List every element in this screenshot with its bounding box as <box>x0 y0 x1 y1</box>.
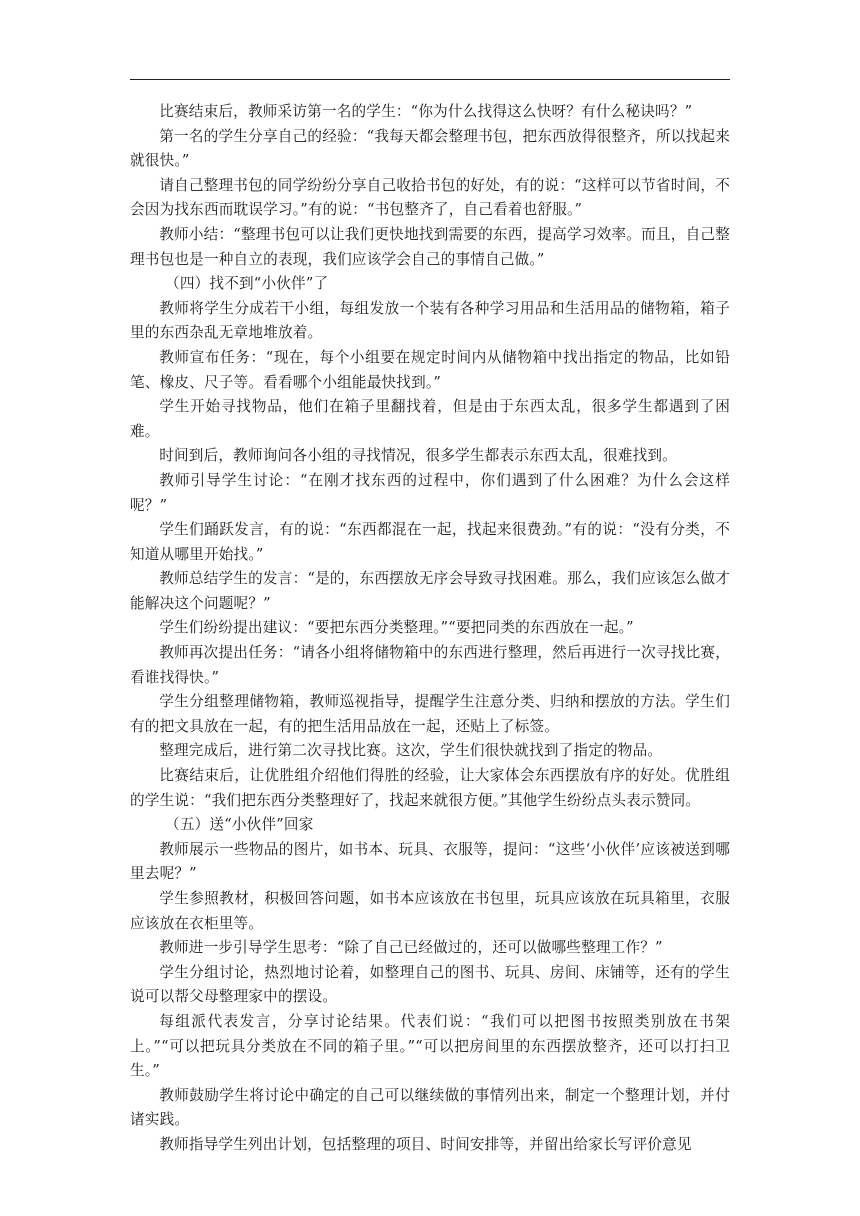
section-heading: （五）送“小伙伴”回家 <box>165 816 314 834</box>
paragraph: 学生们踊跃发言，有的说：“东西都混在一起，找起来很费劲。”有的说：“没有分类，不知道从哪里开始找。” <box>130 521 730 563</box>
paragraph: 教师进一步引导学生思考：“除了自己已经做过的，还可以做哪些整理工作？” <box>159 939 663 957</box>
paragraph: 教师展示一些物品的图片，如书本、玩具、衣服等，提问：“这些‘小伙伴’应该被送到哪里去呢？” <box>130 840 730 883</box>
paragraph: 请自己整理书包的同学纷纷分享自己收拾书包的好处，有的说：“这样可以节省时间，不会因为找东西而耽误学习。”有的说：“书包整齐了，自己看着也舒服。” <box>130 176 730 219</box>
paragraph: 教师引导学生讨论：“在刚才找东西的过程中，你们遇到了什么困难？为什么会这样呢？” <box>130 471 730 514</box>
paragraph: 学生分组整理储物箱，教师巡视指导，提醒学生注意分类、归纳和摆放的方法。学生们有的把文具放在一起，有的把生活用品放在一起，还贴上了标签。 <box>130 693 730 735</box>
header-rule <box>130 79 730 80</box>
paragraph: 教师总结学生的发言：“是的，东西摆放无序会导致寻找困难。那么，我们应该怎么做才能解决这个问题呢？” <box>130 570 730 612</box>
paragraph: 学生开始寻找物品，他们在箱子里翻找着，但是由于东西太乱，很多学生都遇到了困难。 <box>130 398 730 440</box>
paragraph: 学生参照教材，积极回答问题，如书本应该放在书包里，玩具应该放在玩具箱里，衣服应该放在衣柜里等。 <box>130 890 730 932</box>
paragraph: 教师鼓励学生将讨论中确定的自己可以继续做的事情列出来，制定一个整理计划，并付诸实践。 <box>130 1086 730 1129</box>
paragraph: 比赛结束后，教师采访第一名的学生：“你为什么找得这么快呀？有什么秘诀吗？” <box>159 103 693 120</box>
paragraph: 第一名的学生分享自己的经验：“我每天都会整理书包，把东西放得很整齐，所以找起来就很快。” <box>130 127 730 170</box>
paragraph: 学生分组讨论，热烈地讨论着，如整理自己的图书、玩具、房间、床铺等，还有的学生说可以帮父母整理家中的摆设。 <box>130 963 730 1006</box>
paragraph: 教师小结：“整理书包可以让我们更快地找到需要的东西，提高学习效率。而且，自己整理书包也是一种自立的表现，我们应该学会自己的事情自己做。” <box>130 225 730 268</box>
paragraph: 教师宣布任务：“现在，每个小组要在规定时间内从储物箱中找出指定的物品，比如铅笔、橡皮、尺子等。看看哪个小组能最快找到。” <box>130 348 730 391</box>
section-heading: （四）找不到“小伙伴”了 <box>165 275 329 293</box>
paragraph: 比赛结束后，让优胜组介绍他们得胜的经验，让大家体会东西摆放有序的好处。优胜组的学生说：“我们把东西分类整理好了，找起来就很方便。”其他学生纷纷点头表示赞同。 <box>130 767 730 809</box>
paragraph: 每组派代表发言，分享讨论结果。代表们说：“我们可以把图书按照类别放在书架上。”“可以把玩具分类放在不同的箱子里。”“可以把房间里的东西摆放整齐，还可以打扫卫生。” <box>130 1012 730 1080</box>
paragraph: 时间到后，教师询问各小组的寻找情况，很多学生都表示东西太乱，很难找到。 <box>159 447 677 465</box>
paragraph: 整理完成后，进行第二次寻找比赛。这次，学生们很快就找到了指定的物品。 <box>159 742 663 760</box>
paragraph: 教师再次提出任务：“请各小组将储物箱中的东西进行整理，然后再进行一次寻找比赛，看谁找得快。” <box>130 644 730 686</box>
document-body <box>130 100 730 1158</box>
paragraph: 教师将学生分成若干小组，每组发放一个装有各种学习用品和生活用品的储物箱，箱子里的东西杂乱无章地堆放着。 <box>130 299 730 342</box>
paragraph: 教师指导学生列出计划，包括整理的项目、时间安排等，并留出给家长写评价意见 <box>159 1135 692 1153</box>
paragraph: 学生们纷纷提出建议：“要把东西分类整理。”“要把同类的东西放在一起。” <box>159 619 634 637</box>
